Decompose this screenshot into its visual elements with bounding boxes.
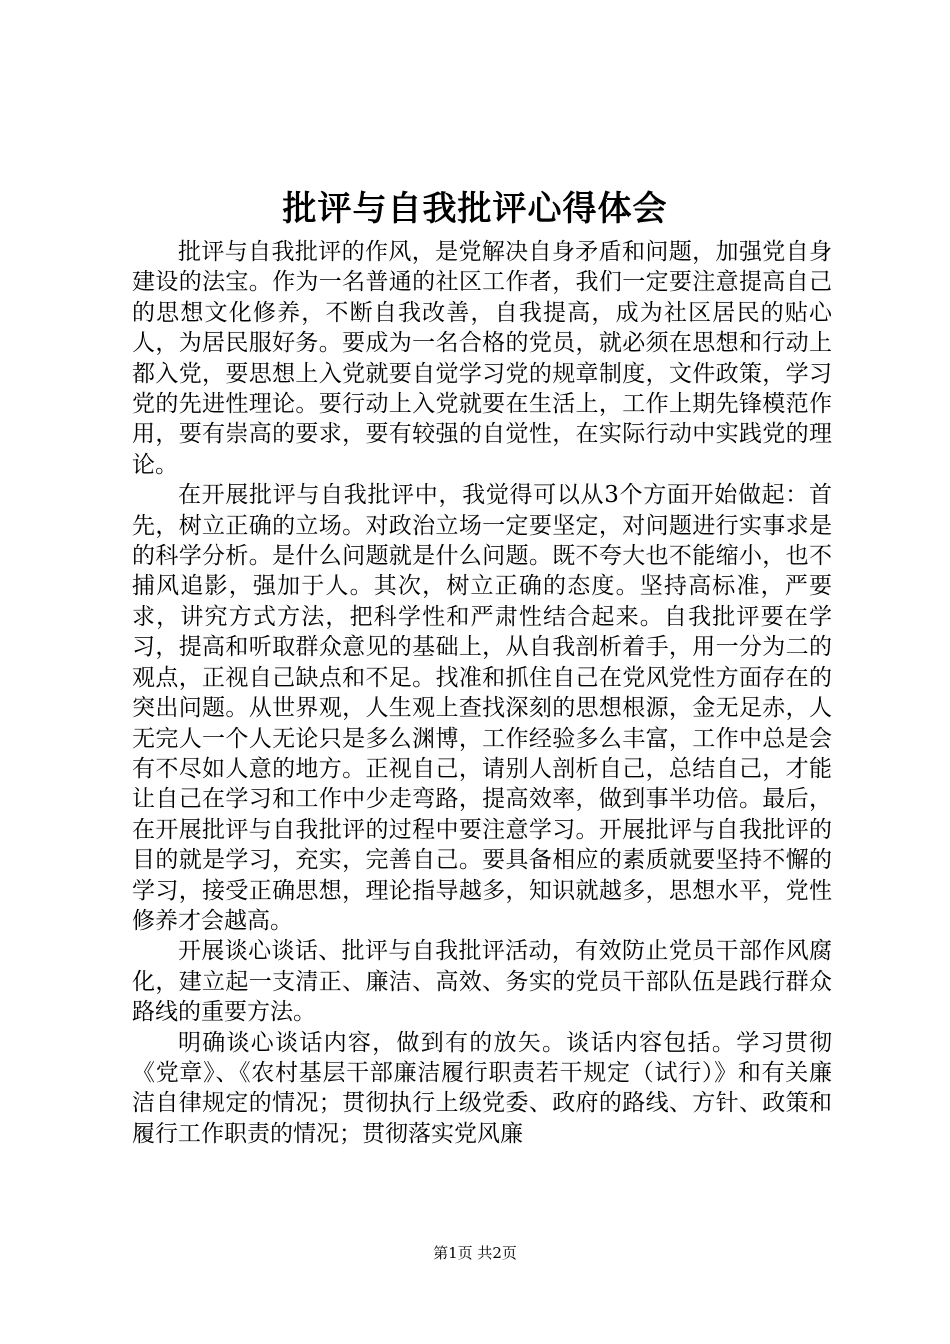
- paragraph-3: 开展谈心谈话、批评与自我批评活动，有效防止党员干部作风腐化，建立起一支清正、廉洁、高效、务实的党员干部队伍是践行群众路线的重要方法。: [132, 938, 832, 1026]
- page-number-footer: 第1页 共2页: [433, 1244, 517, 1262]
- paragraph-1: 批评与自我批评的作风，是党解决自身矛盾和问题，加强党自身建设的法宝。作为一名普通的社区工作者，我们一定要注意提高自己的思想文化修养，不断自我改善，自我提高，成为社区居民的贴心人，为居民服好务。要成为一名合格的党员，就必须在思想和行动上都入党，要思想上入党就要自觉学习党的规章制度，文件政策，学习党的先进性理论。要行动上入党就要在生活上，工作上期先锋模范作用，要有崇高的要求，要有较强的自觉性，在实际行动中实践党的理论。: [132, 239, 832, 478]
- document-title: 批评与自我批评心得体会: [282, 189, 668, 229]
- document-body: [132, 237, 832, 1149]
- paragraph-4: 明确谈心谈话内容，做到有的放矢。谈话内容包括。学习贯彻《党章》、《农村基层干部廉洁履行职责若干规定（试行）》和有关廉洁自律规定的情况；贯彻执行上级党委、政府的路线、方针、政策和履行工作职责的情况；贯彻落实党风廉: [132, 1029, 832, 1147]
- paragraph-2: 在开展批评与自我批评中，我觉得可以从3个方面开始做起：首先，树立正确的立场。对政治立场一定要坚定，对问题进行实事求是的科学分析。是什么问题就是什么问题。既不夸大也不能缩小，也不捕风追影，强加于人。其次，树立正确的态度。坚持高标准，严要求，讲究方式方法，把科学性和严肃性结合起来。自我批评要在学习，提高和听取群众意见的基础上，从自我剖析着手，用一分为二的观点，正视自己缺点和不足。找准和抓住自己在党风党性方面存在的突出问题。从世界观，人生观上查找深刻的思想根源，金无足赤，人无完人一个人无论只是多么渊博，工作经验多么丰富，工作中总是会有不尽如人意的地方。正视自己，请别人剖析自己，总结自己，才能让自己在学习和工作中少走弯路，提高效率，做到事半功倍。最后，在开展批评与自我批评的过程中要注意学习。开展批评与自我批评的目的就是学习，充实，完善自己。要具备相应的素质就要坚持不懈的学习，接受正确思想，理论指导越多，知识就越多，思想水平，党性修养才会越高。: [132, 482, 832, 934]
